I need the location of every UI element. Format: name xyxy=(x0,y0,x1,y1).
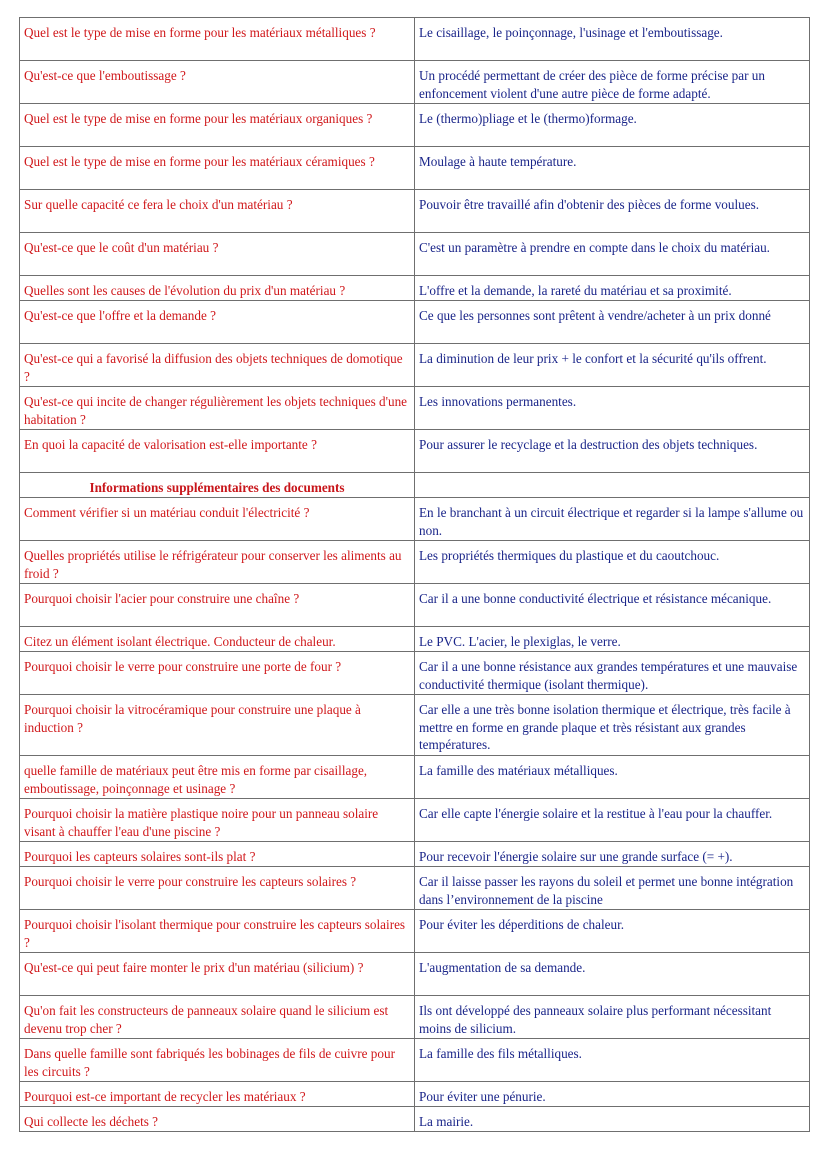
table-row xyxy=(20,18,810,61)
answer-cell: Pour éviter les déperditions de chaleur. xyxy=(415,910,810,953)
answer-cell: L'augmentation de sa demande. xyxy=(415,953,810,996)
answer-cell: Les innovations permanentes. xyxy=(415,387,810,430)
table-row xyxy=(20,104,810,147)
answer-cell: Un procédé permettant de créer des pièce de forme précise par un enfoncement violent d'une autre pièce de forme adapté. xyxy=(415,61,810,104)
answer-cell: L'offre et la demande, la rareté du matériau et sa proximité. xyxy=(415,276,810,301)
answer-cell: Pour assurer le recyclage et la destruction des objets techniques. xyxy=(415,430,810,473)
answer-cell: En le branchant à un circuit électrique et regarder si la lampe s'allume ou non. xyxy=(415,498,810,541)
question-cell: Pourquoi choisir la vitrocéramique pour construire une plaque à induction ? xyxy=(20,695,415,756)
question-cell: Comment vérifier si un matériau conduit l'électricité ? xyxy=(20,498,415,541)
question-cell: Quelles sont les causes de l'évolution du prix d'un matériau ? xyxy=(20,276,415,301)
answer-cell: Le cisaillage, le poinçonnage, l'usinage et l'emboutissage. xyxy=(415,18,810,61)
table-row xyxy=(20,276,810,301)
answer-cell: Pour recevoir l'énergie solaire sur une grande surface (= +). xyxy=(415,842,810,867)
table-row xyxy=(20,910,810,953)
table-row xyxy=(20,652,810,695)
question-cell: Pourquoi choisir l'acier pour construire une chaîne ? xyxy=(20,584,415,627)
table-row xyxy=(20,842,810,867)
table-row xyxy=(20,541,810,584)
answer-cell: Car elle capte l'énergie solaire et la restitue à l'eau pour la chauffer. xyxy=(415,799,810,842)
table-row xyxy=(20,953,810,996)
question-cell: Pourquoi les capteurs solaires sont-ils plat ? xyxy=(20,842,415,867)
section-heading: Informations supplémentaires des documents xyxy=(20,473,415,498)
table-row xyxy=(20,61,810,104)
question-cell: Qui collecte les déchets ? xyxy=(20,1107,415,1132)
table-row xyxy=(20,498,810,541)
question-cell: Citez un élément isolant électrique. Conducteur de chaleur. xyxy=(20,627,415,652)
question-cell: Pourquoi choisir la matière plastique noire pour un panneau solaire visant à chauffer l'eau d'une piscine ? xyxy=(20,799,415,842)
question-cell: Qu'est-ce qui peut faire monter le prix d'un matériau (silicium) ? xyxy=(20,953,415,996)
table-row xyxy=(20,301,810,344)
table-row xyxy=(20,344,810,387)
answer-cell: La famille des matériaux métalliques. xyxy=(415,756,810,799)
answer-cell: La famille des fils métalliques. xyxy=(415,1039,810,1082)
question-cell: Quel est le type de mise en forme pour les matériaux organiques ? xyxy=(20,104,415,147)
answer-cell: La diminution de leur prix + le confort et la sécurité qu'ils offrent. xyxy=(415,344,810,387)
answer-cell: Les propriétés thermiques du plastique et du caoutchouc. xyxy=(415,541,810,584)
question-cell: Qu'est-ce que le coût d'un matériau ? xyxy=(20,233,415,276)
question-cell: Quel est le type de mise en forme pour les matériaux métalliques ? xyxy=(20,18,415,61)
table-row xyxy=(20,627,810,652)
question-cell: Quelles propriétés utilise le réfrigérateur pour conserver les aliments au froid ? xyxy=(20,541,415,584)
question-cell: Pourquoi choisir le verre pour construire les capteurs solaires ? xyxy=(20,867,415,910)
question-cell: Quel est le type de mise en forme pour les matériaux céramiques ? xyxy=(20,147,415,190)
table-row xyxy=(20,1082,810,1107)
answer-cell: La mairie. xyxy=(415,1107,810,1132)
question-cell: Qu'est-ce que l'emboutissage ? xyxy=(20,61,415,104)
question-cell: Sur quelle capacité ce fera le choix d'un matériau ? xyxy=(20,190,415,233)
table-row xyxy=(20,1039,810,1082)
question-cell: Dans quelle famille sont fabriqués les bobinages de fils de cuivre pour les circuits ? xyxy=(20,1039,415,1082)
section-heading-empty-cell xyxy=(415,473,810,498)
table-row xyxy=(20,756,810,799)
table-row xyxy=(20,387,810,430)
answer-cell: Moulage à haute température. xyxy=(415,147,810,190)
table-row xyxy=(20,430,810,473)
answer-cell: Le PVC. L'acier, le plexiglas, le verre. xyxy=(415,627,810,652)
answer-cell: Le (thermo)pliage et le (thermo)formage. xyxy=(415,104,810,147)
question-cell: En quoi la capacité de valorisation est-elle importante ? xyxy=(20,430,415,473)
question-cell: Qu'on fait les constructeurs de panneaux solaire quand le silicium est devenu trop cher ? xyxy=(20,996,415,1039)
answer-cell: Pouvoir être travaillé afin d'obtenir des pièces de forme voulues. xyxy=(415,190,810,233)
question-cell: Qu'est-ce qui a favorisé la diffusion des objets techniques de domotique ? xyxy=(20,344,415,387)
section-heading-row xyxy=(20,473,810,498)
question-cell: Pourquoi choisir le verre pour construire une porte de four ? xyxy=(20,652,415,695)
question-cell: Qu'est-ce qui incite de changer régulièrement les objets techniques d'une habitation ? xyxy=(20,387,415,430)
table-row xyxy=(20,190,810,233)
question-cell: quelle famille de matériaux peut être mis en forme par cisaillage, emboutissage, poinçonnage et usinage ? xyxy=(20,756,415,799)
table-row xyxy=(20,147,810,190)
table-row xyxy=(20,233,810,276)
table-row xyxy=(20,996,810,1039)
table-row xyxy=(20,867,810,910)
qa-table xyxy=(19,17,810,1132)
answer-cell: Ils ont développé des panneaux solaire plus performant nécessitant moins de silicium. xyxy=(415,996,810,1039)
table-row xyxy=(20,584,810,627)
answer-cell: Car il a une bonne résistance aux grandes températures et une mauvaise conductivité thermique (isolant thermique). xyxy=(415,652,810,695)
answer-cell: Ce que les personnes sont prêtent à vendre/acheter à un prix donné xyxy=(415,301,810,344)
qa-sheet xyxy=(19,17,809,1132)
answer-cell: C'est un paramètre à prendre en compte dans le choix du matériau. xyxy=(415,233,810,276)
answer-cell: Pour éviter une pénurie. xyxy=(415,1082,810,1107)
question-cell: Pourquoi est-ce important de recycler les matériaux ? xyxy=(20,1082,415,1107)
table-row xyxy=(20,695,810,756)
question-cell: Pourquoi choisir l'isolant thermique pour construire les capteurs solaires ? xyxy=(20,910,415,953)
answer-cell: Car il laisse passer les rayons du soleil et permet une bonne intégration dans l’environnement de la piscine xyxy=(415,867,810,910)
answer-cell: Car il a une bonne conductivité électrique et résistance mécanique. xyxy=(415,584,810,627)
table-row xyxy=(20,799,810,842)
answer-cell: Car elle a une très bonne isolation thermique et électrique, très facile à mettre en forme en grande plaque et très résistant aux grandes températures. xyxy=(415,695,810,756)
question-cell: Qu'est-ce que l'offre et la demande ? xyxy=(20,301,415,344)
table-row xyxy=(20,1107,810,1132)
